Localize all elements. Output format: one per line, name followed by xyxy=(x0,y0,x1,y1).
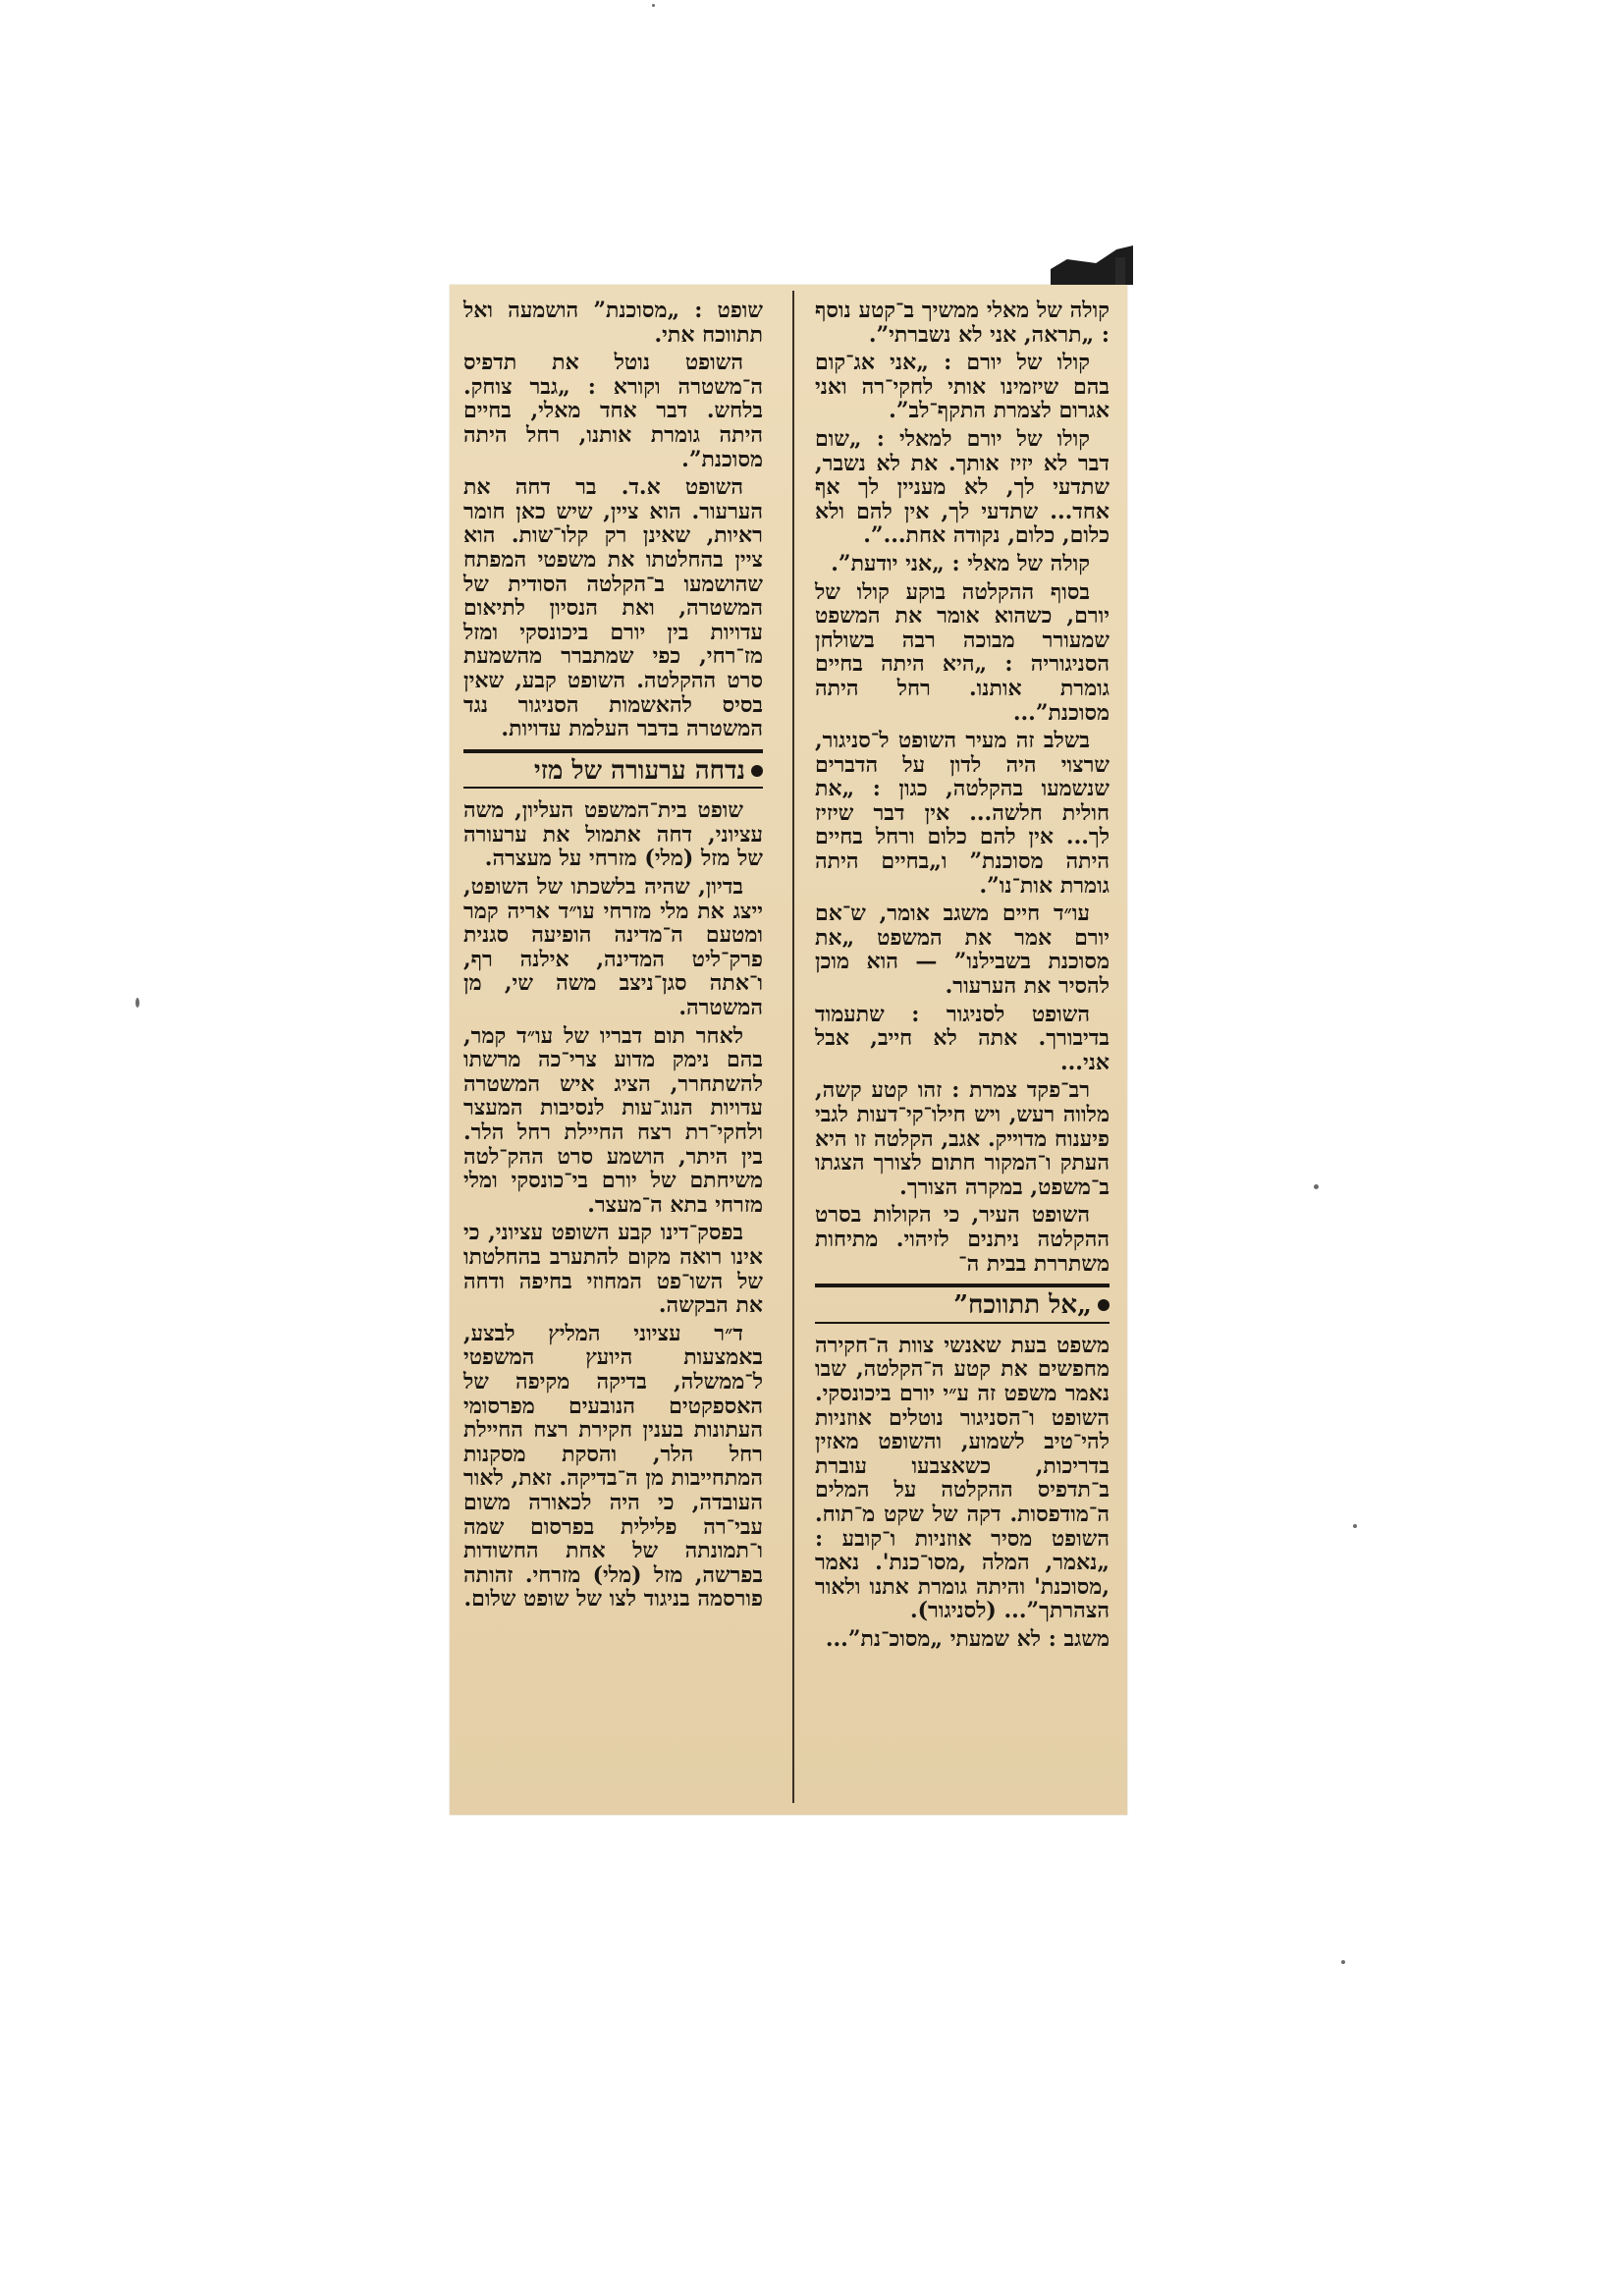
subheadline-text: „אל תתווכח” xyxy=(953,1290,1092,1321)
paragraph: משפט בעת שאנשי צוות ה־חקירה מחפשים את קטע ה־הקלטה, שבו נאמר משפט זה ע״י יורם ביכונסקי. השופט ו־הסניגור נוטלים אוזניות להי־טיב לשמוע, והשופט מאזין בדריכות, כשאצבעו עוברת ב־תדפיס ההקלטה על המלים ה־מודפסות. דקה של שקט מ־תוח. השופט מסיר אוזניות ו־קובע : „נאמר, המלה ,מסו־כנת'. נאמר ,מסוכנת' והיתה גומרת אתנו ולאור הצהרתך”... (לסניגור). xyxy=(815,1332,1110,1624)
scan-speck xyxy=(135,998,139,1008)
paragraph: בשלב זה מעיר השופט ל־סניגור, שרצוי היה לדון על הדברים שנשמעו בהקלטה, כגון : „את חולית חלשה... אין דבר שיזיז לך... אין להם כלום ורחל בחיים היתה מסוכנת” ו„בחיים היתה גומרת אות־נו”. xyxy=(815,728,1110,899)
scan-speck xyxy=(1314,1184,1319,1189)
paragraph: ד״ר עציוני המליץ לבצע, באמצעות היועץ המשפטי ל־ממשלה, בדיקה מקיפה של האספקטים הנובעים מפרסומי העתונות בענין חקירת רצח החיילת רחל הלר, והסקת מסקנות המתחייבות מן ה־בדיקה. זאת, לאור העובדה, כי היה לכאורה משום עבי־רה פלילית בפרסום שמה ו־תמונתה של אחת החשודות בפרשה, מזל (מלי) מזרחי. זהותה פורסמה בניגוד לצו של שופט שלום. xyxy=(463,1320,763,1613)
paragraph: בדיון, שהיה בלשכתו של השופט, ייצג את מלי מזרחי עו״ד אריה קמר ומטעם ה־מדינה הופיעה סגנית פרק־ליט המדינה, אילנה רף, ו־אתה סגן־ניצב משה שי, מן המשטרה. xyxy=(463,874,763,1021)
right-column xyxy=(815,299,1110,1655)
subheadline xyxy=(815,1284,1110,1324)
paragraph: קולו של יורם : „אני אג־קום בהם שיזמינו אותי לחקי־רה ואני אגרום לצמרת התקף־לב”. xyxy=(815,350,1110,424)
paragraph: שופט : „מסוכנת” הושמעה ואל תתווכח אתי. xyxy=(463,298,763,348)
bullet-icon xyxy=(751,765,763,777)
paragraph: קולו של יורם למאלי : „שום דבר לא יזיז אותך. את לא נשבר, שתדעי לך, לא מעניין לך אף אחד... שתדעי לך, אין להם ולא כלום, כלום, נקודה אחת...”. xyxy=(815,425,1110,549)
headline-text: נדחה ערעורה של מזי xyxy=(533,755,745,786)
newspaper-clipping xyxy=(450,285,1127,1815)
paragraph: בסוף ההקלטה בוקע קולו של יורם, כשהוא אומר את המשפט שמעורר מבוכה רבה בשולחן הסניגוריה : „היא היתה בחיים גומרת אותנו. רחל היתה מסוכנת”... xyxy=(815,578,1110,726)
paragraph: השופט העיר, כי הקולות בסרט ההקלטה ניתנים לזיהוי. מתיחות משתררת בבית ה־ xyxy=(815,1202,1110,1277)
paragraph: משגב : לא שמעתי „מסוכ־נת”... xyxy=(825,1625,1110,1652)
headline xyxy=(463,749,763,790)
paragraph: לאחר תום דבריו של עו״ד קמר, בהם נימק מדוע צרי־כה מרשתו להשתחרר, הציג איש המשטרה עדויות הנוג־עות לנסיבות המעצר ולחקי־רת רצח החיילת רחל הלר. בין היתר, הושמע סרט ההק־לטה משיחתם של יורם בי־כונסקי ומלי מזרחי בתא ה־מעצר. xyxy=(463,1022,763,1218)
scan-speck xyxy=(652,4,655,7)
paragraph: עו״ד חיים משגב אומר, ש־אם יורם אמר את המשפט „את מסוכנת בשבילנו” — הוא מוכן להסיר את הערעור. xyxy=(815,901,1110,1000)
paragraph: שופט בית־המשפט העליון, משה עציוני, דחה אתמול את ערעורה של מזל (מלי) מזרחי על מעצרה. xyxy=(463,797,763,872)
paragraph: השופט א.ד. בר דחה את הערעור. הוא ציין, שיש כאן חומר ראיות, שאינן רק קלו־שות. הוא ציין בהחלטתו את משפטי המפתח שהושמעו ב־הקלטה הסודית של המשטרה, ואת הנסיון לתיאום עדויות בין יורם ביכונסקי ומזל מז־רחי, כפי שמתברר מהשמעת סרט ההקלטה. השופט קבע, שאין בסיס להאשמות הסניגור נגד המשטרה בדבר העלמת עדויות. xyxy=(463,474,763,742)
column-divider xyxy=(792,291,794,1803)
paragraph: רב־פקד צמרת : זהו קטע קשה, מלווה רעש, ויש חילו־קי־דעות לגבי פיענוח מדוייק. אגב, הקלטה זו היא העתק ו־המקור חתום לצורך הצגתו ב־משפט, במקרה הצורך. xyxy=(815,1077,1110,1200)
scan-speck xyxy=(1341,1960,1345,1964)
paragraph: קולה של מאלי ממשיך ב־קטע נוסף : „תראה, אני לא נשברתי”. xyxy=(815,298,1110,348)
bullet-icon xyxy=(1098,1299,1110,1311)
scan-speck xyxy=(1353,1524,1357,1528)
paragraph: קולה של מאלי : „אני יודעת”. xyxy=(831,550,1090,576)
paragraph: בפסק־דינו קבע השופט עציוני, כי אינו רואה מקום להתערב בהחלטתו של השו־פט המחוזי בחיפה ודחה את הבקשה. xyxy=(463,1220,763,1319)
left-column xyxy=(463,299,763,1615)
paragraph: השופט לסניגור : שתעמוד בדיבורך. אתה לא חייב, אבל אני... xyxy=(815,1001,1110,1075)
paragraph: השופט נוטל את תדפיס ה־משטרה וקורא : „גבר צוחק. בלחש. דבר אחד מאלי, בחיים היתה גומרת אותנו, רחל היתה מסוכנת”. xyxy=(463,350,763,472)
